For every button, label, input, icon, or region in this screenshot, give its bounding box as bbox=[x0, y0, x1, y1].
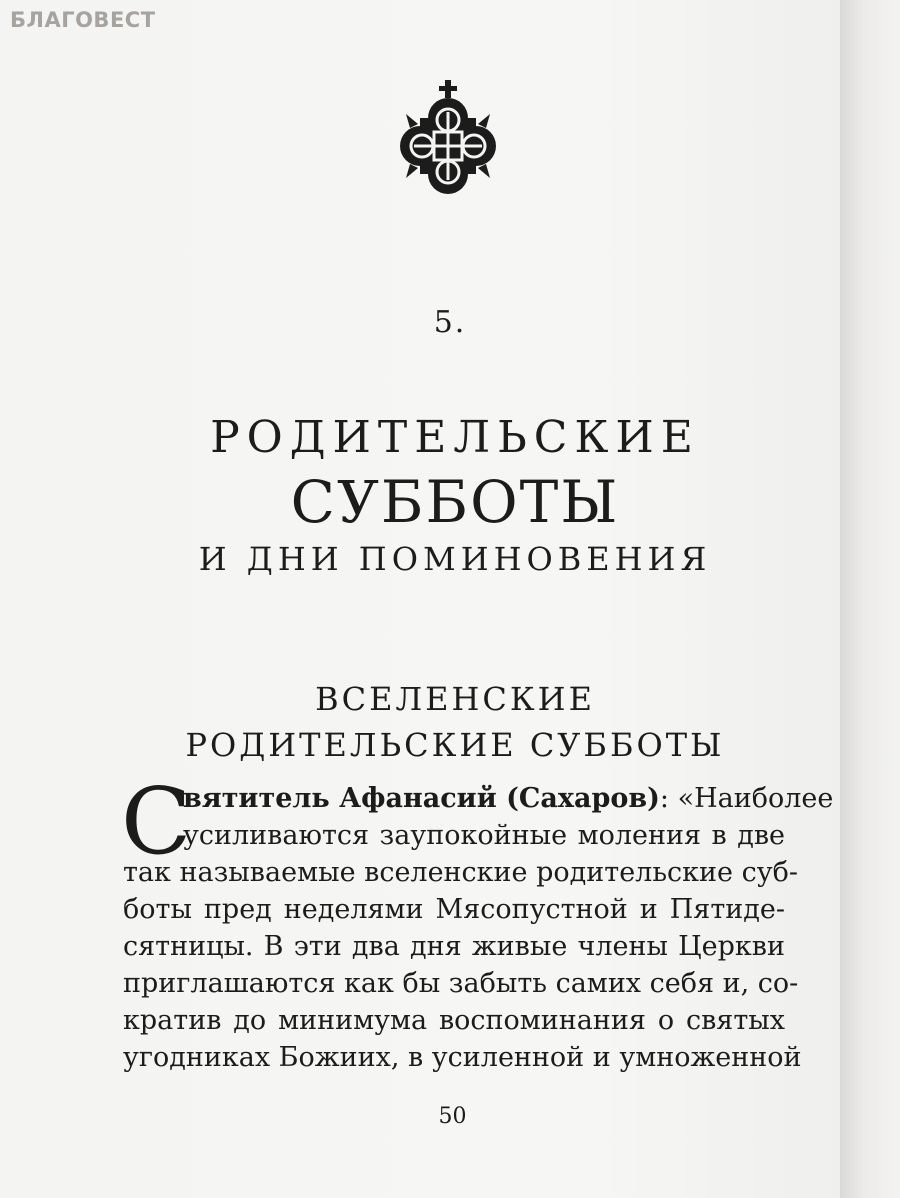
paragraph-line: усиливаются заупокойные моления в две bbox=[183, 820, 785, 851]
paragraph-line-1 bbox=[123, 780, 834, 817]
chapter-title-line-1: РОДИТЕЛЬСКИЕ bbox=[210, 412, 700, 463]
chapter-title-line-2: СУББОТЫ bbox=[290, 468, 620, 536]
section-title-line-2: РОДИТЕЛЬСКИЕ СУББОТЫ bbox=[185, 726, 725, 764]
page-number: 50 bbox=[438, 1104, 467, 1129]
line-1-rest: : «Наиболее bbox=[659, 783, 834, 814]
section-title-line-1: ВСЕЛЕНСКИЕ bbox=[315, 680, 595, 718]
watermark: БЛАГОВЕСТ bbox=[10, 8, 156, 32]
paragraph-line: сятницы. В эти два дня живые члены Церкви bbox=[123, 931, 785, 962]
body-paragraph bbox=[123, 780, 834, 1076]
paragraph-line: так называемые вселенские родительские суб- bbox=[123, 857, 798, 888]
author-name: вятитель Афанасий (Сахаров) bbox=[183, 783, 660, 814]
paragraph-line: боты пред неделями Мясопустной и Пятиде- bbox=[123, 894, 785, 925]
chapter-number: 5. bbox=[433, 305, 467, 340]
paragraph-line: кратив до минимума воспоминания о святых bbox=[123, 1005, 785, 1036]
paragraph-line: угодниках Божиих, в усиленной и умноженной bbox=[123, 1042, 802, 1073]
celtic-knot-cross-ornament-icon bbox=[400, 78, 496, 198]
chapter-title-line-3: И ДНИ ПОМИНОВЕНИЯ bbox=[198, 540, 712, 578]
book-page-edge bbox=[840, 0, 900, 1198]
paragraph-line: приглашаются как бы забыть самих себя и, со- bbox=[123, 968, 799, 999]
drop-cap: С bbox=[121, 768, 192, 875]
